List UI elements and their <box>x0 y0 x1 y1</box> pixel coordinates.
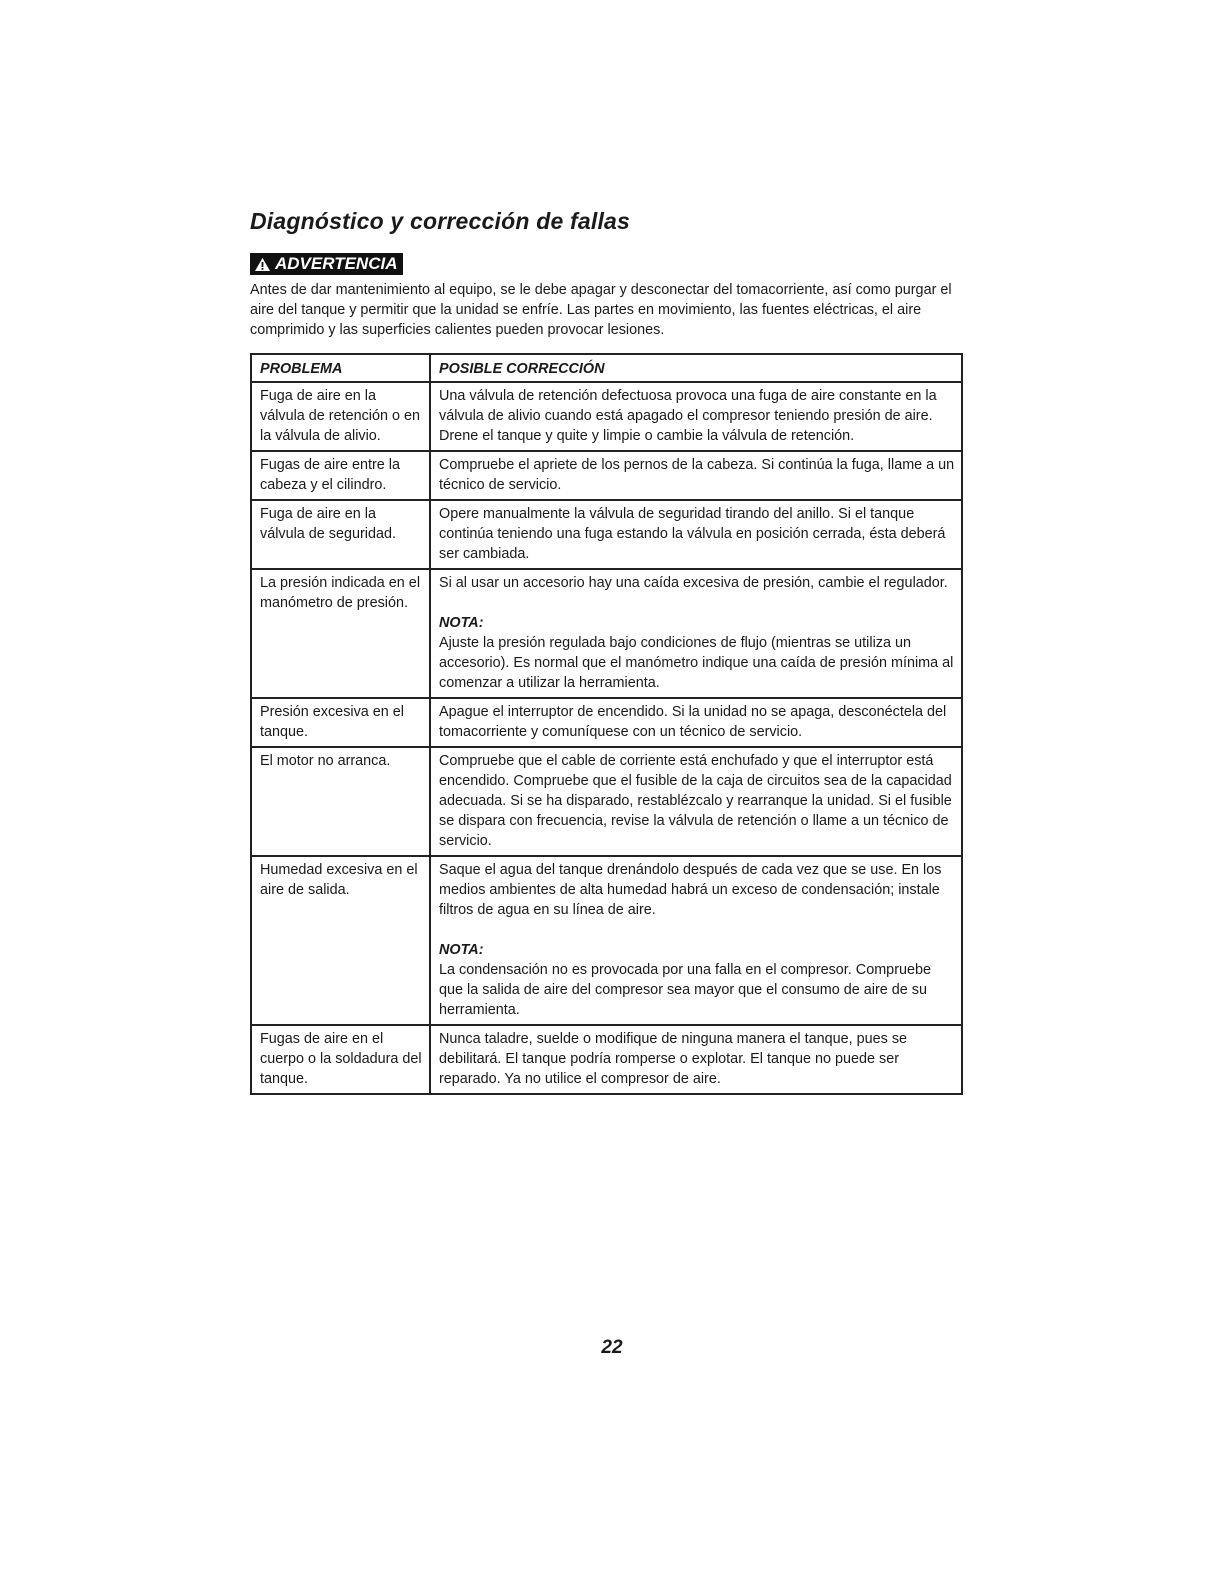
correction-cell: Compruebe que el cable de corriente está enchufado y que el interruptor está encendido. Compruebe que el fusible de la caja de circuitos sea de la capacidad adecuada. Si se ha disparado, restablézcalo y rearranque la unidad. Si el fusible se dispara con frecuencia, revise la válvula de retención o llame a un técnico de servicio. <box>430 747 962 856</box>
correction-cell <box>430 569 962 698</box>
correction-text: Saque el agua del tanque drenándolo después de cada vez que se use. En los medios ambientes de alta humedad habrá un exceso de condensación; instale filtros de agua en su línea de aire. <box>439 862 942 918</box>
nota-label: NOTA: <box>439 615 484 631</box>
problem-cell: El motor no arranca. <box>251 747 430 856</box>
correction-cell <box>430 856 962 1025</box>
problem-cell: Humedad excesiva en el aire de salida. <box>251 856 430 1025</box>
problem-cell: Presión excesiva en el tanque. <box>251 698 430 747</box>
header-problema: PROBLEMA <box>251 354 430 382</box>
nota-text: La condensación no es provocada por una falla en el compresor. Compruebe que la salida de aire del compresor sea mayor que el consumo de aire de su herramienta. <box>439 962 931 1018</box>
troubleshooting-table <box>250 353 963 1095</box>
problem-cell: Fugas de aire entre la cabeza y el cilindro. <box>251 451 430 500</box>
table-row <box>251 1025 962 1094</box>
warning-label: ADVERTENCIA <box>275 254 398 273</box>
nota-text: Ajuste la presión regulada bajo condiciones de flujo (mientras se utiliza un accesorio). Es normal que el manómetro indique una caída de presión mínima al comenzar a utilizar la herramienta. <box>439 635 954 691</box>
nota-label: NOTA: <box>439 942 484 958</box>
warning-text: Antes de dar mantenimiento al equipo, se le debe apagar y desconectar del tomacorriente, así como purgar el aire del tanque y permitir que la unidad se enfríe. Las partes en movimiento, las fuentes eléctricas, el aire comprimido y las superficies calientes pueden provocar lesiones. <box>250 282 952 338</box>
correction-text: Si al usar un accesorio hay una caída excesiva de presión, cambie el regulador. <box>439 575 948 591</box>
table-row <box>251 500 962 569</box>
problem-cell: Fuga de aire en la válvula de seguridad. <box>251 500 430 569</box>
warning-badge <box>250 253 403 275</box>
correction-cell: Apague el interruptor de encendido. Si la unidad no se apaga, desconéctela del tomacorriente y comuníquese con un técnico de servicio. <box>430 698 962 747</box>
table-row <box>251 747 962 856</box>
correction-cell: Opere manualmente la válvula de seguridad tirando del anillo. Si el tanque continúa teniendo una fuga estando la válvula en posición cerrada, ésta deberá ser cambiada. <box>430 500 962 569</box>
warning-triangle-icon <box>254 257 271 272</box>
table-row <box>251 698 962 747</box>
page-number: 22 <box>601 1337 623 1358</box>
table-row <box>251 451 962 500</box>
table-row <box>251 382 962 451</box>
correction-cell: Una válvula de retención defectuosa provoca una fuga de aire constante en la válvula de alivio cuando está apagado el compresor teniendo presión de aire. Drene el tanque y quite y limpie o cambie la válvula de retención. <box>430 382 962 451</box>
table-row <box>251 856 962 1025</box>
problem-cell: Fuga de aire en la válvula de retención o en la válvula de alivio. <box>251 382 430 451</box>
table-header-row <box>251 354 962 382</box>
table-row <box>251 569 962 698</box>
correction-cell: Compruebe el apriete de los pernos de la cabeza. Si continúa la fuga, llame a un técnico de servicio. <box>430 451 962 500</box>
correction-cell: Nunca taladre, suelde o modifique de ninguna manera el tanque, pues se debilitará. El tanque podría romperse o explotar. El tanque no puede ser reparado. Ya no utilice el compresor de aire. <box>430 1025 962 1094</box>
problem-cell: Fugas de aire en el cuerpo o la soldadura del tanque. <box>251 1025 430 1094</box>
problem-cell: La presión indicada en el manómetro de presión. <box>251 569 430 698</box>
page-title: Diagnóstico y corrección de fallas <box>250 208 631 234</box>
header-posible-correccion: POSIBLE CORRECCIÓN <box>430 354 962 382</box>
